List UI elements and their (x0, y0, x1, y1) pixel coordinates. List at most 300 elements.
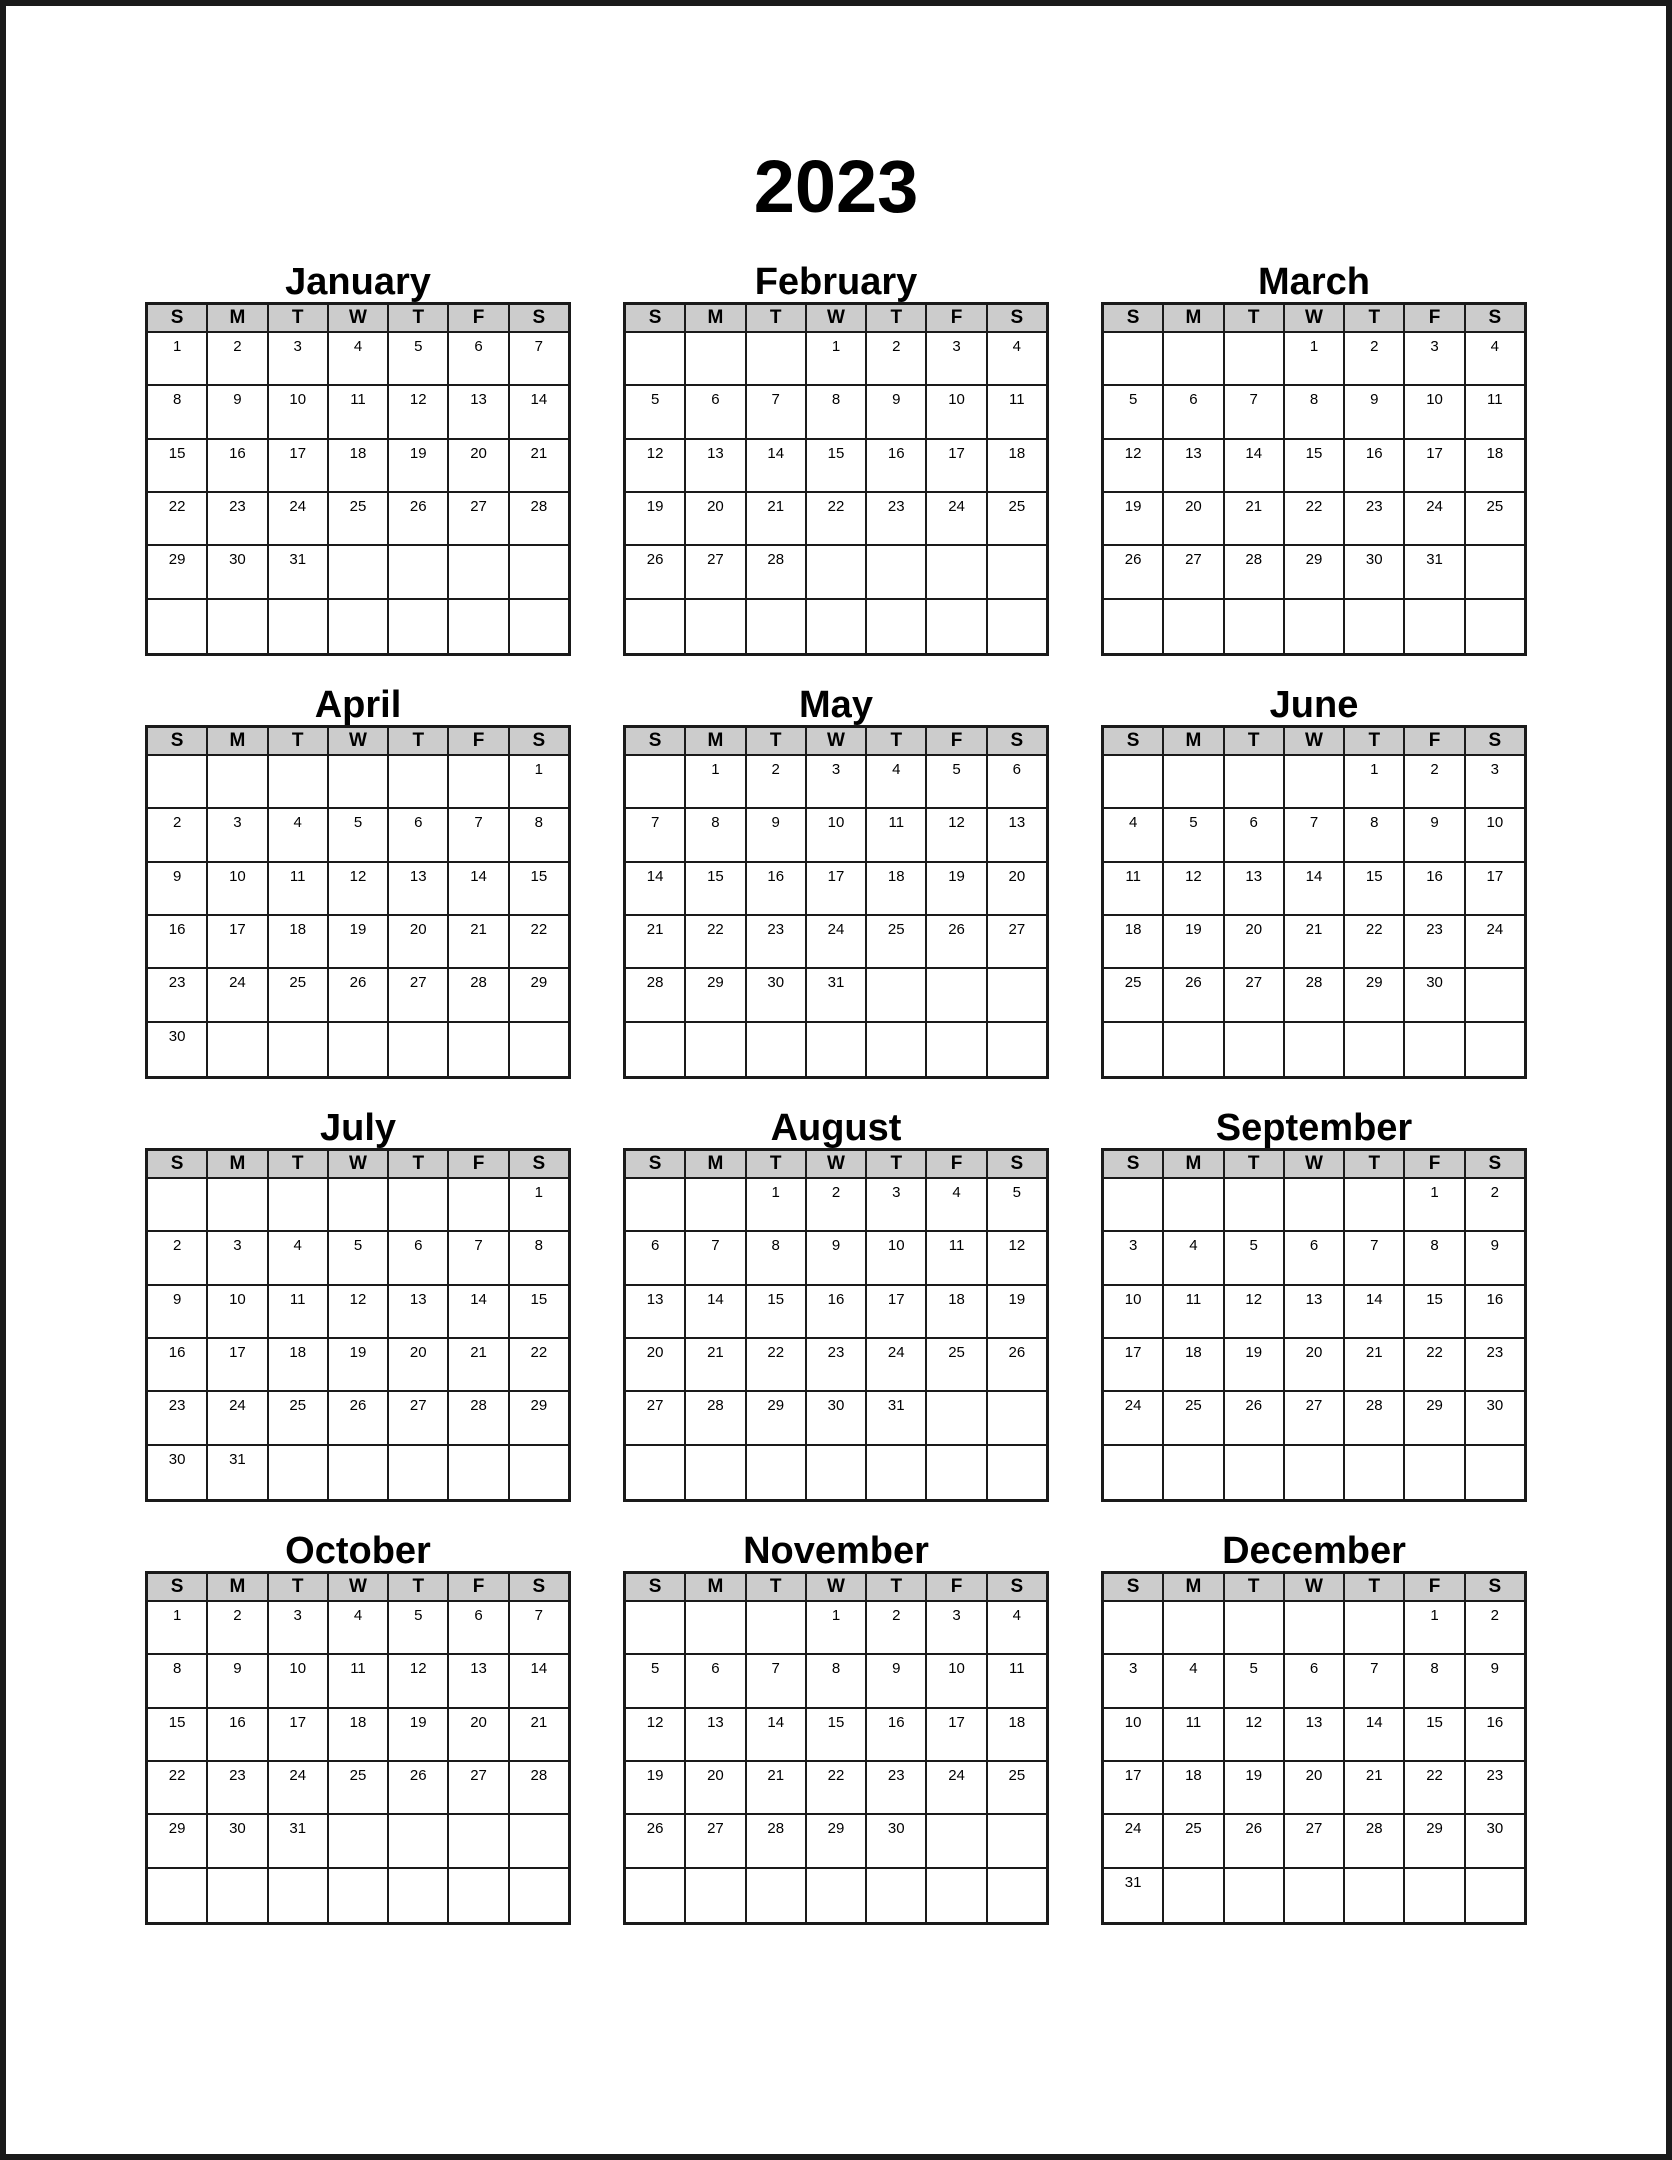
day-cell[interactable] (626, 1023, 686, 1076)
day-cell[interactable] (1345, 1179, 1405, 1230)
day-cell[interactable]: 3 (807, 756, 867, 807)
day-cell[interactable] (1345, 1602, 1405, 1653)
day-cell[interactable] (626, 1602, 686, 1653)
day-cell[interactable]: 27 (1008, 920, 1026, 938)
day-cell[interactable]: 17 (867, 1286, 927, 1337)
day-cell[interactable]: 30 (747, 969, 807, 1020)
day-cell[interactable]: 20 (1285, 1762, 1345, 1813)
day-cell[interactable]: 26 (1104, 546, 1164, 597)
day-cell[interactable] (1285, 1869, 1345, 1922)
day-cell[interactable]: 19 (389, 1709, 449, 1760)
day-cell[interactable]: 11 (269, 863, 329, 914)
day-cell[interactable]: 10 (1486, 814, 1504, 832)
day-cell[interactable]: 18 (1008, 444, 1026, 462)
day-cell[interactable]: 16 (747, 863, 807, 914)
day-cell[interactable]: 16 (807, 1286, 867, 1337)
day-cell[interactable]: 11 (1104, 863, 1164, 914)
day-cell[interactable] (449, 756, 509, 807)
day-cell[interactable]: 3 (927, 1602, 987, 1653)
day-cell[interactable]: 3 (269, 1602, 329, 1653)
day-cell[interactable]: 11 (1164, 1709, 1224, 1760)
day-cell[interactable]: 26 (389, 493, 449, 544)
day-cell[interactable] (1285, 1179, 1345, 1230)
day-cell[interactable]: 28 (449, 969, 509, 1020)
day-cell[interactable]: 4 (269, 809, 329, 860)
day-cell[interactable]: 28 (747, 1815, 807, 1866)
day-cell[interactable] (927, 1023, 987, 1076)
day-cell[interactable]: 17 (1104, 1762, 1164, 1813)
day-cell[interactable]: 1 (807, 333, 867, 384)
day-cell[interactable]: 2 (1490, 1184, 1499, 1201)
day-cell[interactable]: 19 (329, 916, 389, 967)
day-cell[interactable] (1225, 1446, 1285, 1499)
day-cell[interactable]: 27 (1285, 1392, 1345, 1443)
day-cell[interactable] (927, 600, 987, 653)
day-cell[interactable]: 24 (867, 1339, 927, 1390)
day-cell[interactable]: 28 (686, 1392, 746, 1443)
day-cell[interactable]: 10 (208, 1286, 268, 1337)
day-cell[interactable]: 21 (1345, 1762, 1405, 1813)
day-cell[interactable] (1164, 1869, 1224, 1922)
day-cell[interactable] (927, 1392, 987, 1443)
day-cell[interactable]: 12 (329, 863, 389, 914)
day-cell[interactable]: 2 (208, 1602, 268, 1653)
day-cell[interactable]: 15 (530, 867, 548, 885)
day-cell[interactable]: 31 (807, 969, 867, 1020)
day-cell[interactable]: 8 (747, 1232, 807, 1283)
day-cell[interactable]: 18 (1104, 916, 1164, 967)
day-cell[interactable]: 28 (1345, 1815, 1405, 1866)
day-cell[interactable]: 18 (1164, 1762, 1224, 1813)
day-cell[interactable]: 15 (807, 440, 867, 491)
day-cell[interactable] (269, 1023, 329, 1076)
day-cell[interactable]: 14 (449, 1286, 509, 1337)
day-cell[interactable]: 26 (626, 546, 686, 597)
day-cell[interactable]: 27 (626, 1392, 686, 1443)
day-cell[interactable]: 27 (1225, 969, 1285, 1020)
day-cell[interactable]: 5 (927, 756, 987, 807)
day-cell[interactable]: 27 (1164, 546, 1224, 597)
day-cell[interactable]: 30 (208, 546, 268, 597)
day-cell[interactable] (510, 1815, 568, 1866)
day-cell[interactable]: 18 (1008, 1713, 1026, 1731)
day-cell[interactable] (1104, 1179, 1164, 1230)
day-cell[interactable] (389, 1446, 449, 1499)
day-cell[interactable]: 30 (148, 1023, 208, 1076)
day-cell[interactable]: 31 (208, 1446, 268, 1499)
day-cell[interactable]: 1 (686, 756, 746, 807)
day-cell[interactable] (1405, 1869, 1465, 1922)
day-cell[interactable]: 23 (1486, 1766, 1504, 1784)
day-cell[interactable]: 15 (686, 863, 746, 914)
day-cell[interactable] (747, 1602, 807, 1653)
day-cell[interactable] (686, 600, 746, 653)
day-cell[interactable] (208, 1869, 268, 1922)
day-cell[interactable]: 30 (1486, 1820, 1504, 1838)
day-cell[interactable]: 30 (1486, 1397, 1504, 1415)
day-cell[interactable] (927, 969, 987, 1020)
day-cell[interactable]: 20 (389, 1339, 449, 1390)
day-cell[interactable] (867, 969, 927, 1020)
day-cell[interactable]: 7 (449, 1232, 509, 1283)
day-cell[interactable]: 16 (1486, 1290, 1504, 1308)
day-cell[interactable]: 24 (927, 493, 987, 544)
day-cell[interactable] (1104, 600, 1164, 653)
day-cell[interactable]: 25 (1008, 1766, 1026, 1784)
day-cell[interactable]: 7 (1345, 1232, 1405, 1283)
day-cell[interactable]: 7 (1345, 1655, 1405, 1706)
day-cell[interactable]: 18 (269, 916, 329, 967)
day-cell[interactable] (807, 600, 867, 653)
day-cell[interactable] (389, 756, 449, 807)
day-cell[interactable] (389, 600, 449, 653)
day-cell[interactable]: 3 (1405, 333, 1465, 384)
day-cell[interactable] (1104, 756, 1164, 807)
day-cell[interactable] (1164, 756, 1224, 807)
day-cell[interactable]: 9 (867, 1655, 927, 1706)
day-cell[interactable] (510, 1023, 568, 1076)
day-cell[interactable]: 1 (148, 1602, 208, 1653)
day-cell[interactable]: 20 (686, 1762, 746, 1813)
day-cell[interactable] (510, 1869, 568, 1922)
day-cell[interactable]: 13 (449, 386, 509, 437)
day-cell[interactable]: 10 (927, 1655, 987, 1706)
day-cell[interactable]: 28 (530, 1766, 548, 1784)
day-cell[interactable]: 28 (530, 497, 548, 515)
day-cell[interactable]: 17 (1104, 1339, 1164, 1390)
day-cell[interactable]: 5 (1104, 386, 1164, 437)
day-cell[interactable]: 8 (1285, 386, 1345, 437)
day-cell[interactable]: 9 (1405, 809, 1465, 860)
day-cell[interactable] (1104, 333, 1164, 384)
day-cell[interactable]: 2 (807, 1179, 867, 1230)
day-cell[interactable]: 20 (686, 493, 746, 544)
day-cell[interactable]: 5 (1012, 1184, 1021, 1201)
day-cell[interactable]: 21 (530, 1713, 548, 1731)
day-cell[interactable] (329, 1446, 389, 1499)
day-cell[interactable]: 17 (1405, 440, 1465, 491)
day-cell[interactable]: 6 (686, 1655, 746, 1706)
day-cell[interactable]: 29 (686, 969, 746, 1020)
day-cell[interactable]: 14 (530, 391, 548, 409)
day-cell[interactable]: 16 (208, 1709, 268, 1760)
day-cell[interactable]: 9 (867, 386, 927, 437)
day-cell[interactable]: 3 (867, 1179, 927, 1230)
day-cell[interactable]: 1 (1285, 333, 1345, 384)
day-cell[interactable]: 13 (1285, 1709, 1345, 1760)
day-cell[interactable] (389, 1023, 449, 1076)
day-cell[interactable] (626, 600, 686, 653)
day-cell[interactable]: 15 (148, 1709, 208, 1760)
day-cell[interactable]: 11 (329, 1655, 389, 1706)
day-cell[interactable]: 15 (1405, 1286, 1465, 1337)
day-cell[interactable]: 13 (389, 863, 449, 914)
day-cell[interactable]: 12 (1104, 440, 1164, 491)
day-cell[interactable]: 29 (1345, 969, 1405, 1020)
day-cell[interactable] (269, 1179, 329, 1230)
day-cell[interactable]: 12 (626, 1709, 686, 1760)
day-cell[interactable]: 23 (1486, 1343, 1504, 1361)
day-cell[interactable] (1285, 1023, 1345, 1076)
day-cell[interactable]: 28 (626, 969, 686, 1020)
day-cell[interactable]: 24 (208, 969, 268, 1020)
day-cell[interactable] (449, 1869, 509, 1922)
day-cell[interactable]: 7 (534, 338, 543, 355)
day-cell[interactable]: 8 (807, 1655, 867, 1706)
day-cell[interactable]: 18 (927, 1286, 987, 1337)
day-cell[interactable]: 15 (1345, 863, 1405, 914)
day-cell[interactable]: 12 (1225, 1286, 1285, 1337)
day-cell[interactable]: 20 (1164, 493, 1224, 544)
day-cell[interactable]: 21 (747, 1762, 807, 1813)
day-cell[interactable]: 19 (1008, 1290, 1026, 1308)
day-cell[interactable]: 23 (208, 493, 268, 544)
day-cell[interactable] (1405, 600, 1465, 653)
day-cell[interactable]: 17 (208, 1339, 268, 1390)
day-cell[interactable]: 22 (1405, 1762, 1465, 1813)
day-cell[interactable]: 26 (329, 969, 389, 1020)
day-cell[interactable]: 28 (1345, 1392, 1405, 1443)
day-cell[interactable] (626, 1869, 686, 1922)
day-cell[interactable]: 3 (1104, 1232, 1164, 1283)
day-cell[interactable]: 16 (1345, 440, 1405, 491)
day-cell[interactable]: 18 (329, 1709, 389, 1760)
day-cell[interactable]: 4 (1012, 338, 1021, 355)
day-cell[interactable]: 4 (329, 333, 389, 384)
day-cell[interactable]: 2 (747, 756, 807, 807)
day-cell[interactable]: 6 (1285, 1232, 1345, 1283)
day-cell[interactable]: 11 (1487, 391, 1503, 409)
day-cell[interactable] (747, 333, 807, 384)
day-cell[interactable]: 8 (534, 814, 543, 832)
day-cell[interactable]: 20 (1225, 916, 1285, 967)
day-cell[interactable] (148, 600, 208, 653)
day-cell[interactable]: 12 (1164, 863, 1224, 914)
day-cell[interactable] (449, 600, 509, 653)
day-cell[interactable]: 8 (1405, 1655, 1465, 1706)
day-cell[interactable]: 21 (530, 444, 548, 462)
day-cell[interactable]: 25 (1164, 1815, 1224, 1866)
day-cell[interactable]: 13 (686, 1709, 746, 1760)
day-cell[interactable]: 1 (1345, 756, 1405, 807)
day-cell[interactable]: 18 (329, 440, 389, 491)
day-cell[interactable] (389, 1869, 449, 1922)
day-cell[interactable]: 23 (208, 1762, 268, 1813)
day-cell[interactable]: 24 (1486, 920, 1504, 938)
day-cell[interactable]: 3 (1490, 761, 1499, 778)
day-cell[interactable]: 11 (867, 809, 927, 860)
day-cell[interactable]: 7 (686, 1232, 746, 1283)
day-cell[interactable] (747, 1869, 807, 1922)
day-cell[interactable]: 9 (1345, 386, 1405, 437)
day-cell[interactable]: 21 (686, 1339, 746, 1390)
day-cell[interactable]: 9 (208, 1655, 268, 1706)
day-cell[interactable]: 9 (208, 386, 268, 437)
day-cell[interactable]: 17 (927, 440, 987, 491)
day-cell[interactable]: 4 (1490, 338, 1499, 355)
day-cell[interactable]: 10 (927, 386, 987, 437)
day-cell[interactable]: 30 (208, 1815, 268, 1866)
day-cell[interactable]: 1 (148, 333, 208, 384)
day-cell[interactable]: 6 (686, 386, 746, 437)
day-cell[interactable] (686, 1179, 746, 1230)
day-cell[interactable] (1225, 1023, 1285, 1076)
day-cell[interactable]: 3 (927, 333, 987, 384)
day-cell[interactable]: 31 (1405, 546, 1465, 597)
day-cell[interactable] (449, 546, 509, 597)
day-cell[interactable]: 20 (449, 440, 509, 491)
day-cell[interactable]: 2 (148, 809, 208, 860)
day-cell[interactable]: 31 (269, 1815, 329, 1866)
day-cell[interactable] (329, 1023, 389, 1076)
day-cell[interactable]: 23 (807, 1339, 867, 1390)
day-cell[interactable]: 26 (389, 1762, 449, 1813)
day-cell[interactable]: 27 (389, 1392, 449, 1443)
day-cell[interactable]: 21 (626, 916, 686, 967)
day-cell[interactable]: 3 (208, 1232, 268, 1283)
day-cell[interactable] (329, 756, 389, 807)
day-cell[interactable]: 22 (747, 1339, 807, 1390)
day-cell[interactable] (1466, 1446, 1524, 1499)
day-cell[interactable]: 10 (269, 1655, 329, 1706)
day-cell[interactable]: 7 (1285, 809, 1345, 860)
day-cell[interactable]: 21 (1225, 493, 1285, 544)
day-cell[interactable]: 13 (449, 1655, 509, 1706)
day-cell[interactable] (329, 600, 389, 653)
day-cell[interactable] (626, 1446, 686, 1499)
day-cell[interactable]: 11 (269, 1286, 329, 1337)
day-cell[interactable]: 6 (449, 333, 509, 384)
day-cell[interactable]: 31 (1104, 1869, 1164, 1922)
day-cell[interactable] (867, 1446, 927, 1499)
day-cell[interactable]: 1 (534, 761, 543, 778)
day-cell[interactable]: 29 (807, 1815, 867, 1866)
day-cell[interactable]: 23 (1405, 916, 1465, 967)
day-cell[interactable] (988, 546, 1046, 597)
day-cell[interactable] (927, 1869, 987, 1922)
day-cell[interactable]: 1 (807, 1602, 867, 1653)
day-cell[interactable]: 3 (208, 809, 268, 860)
day-cell[interactable]: 28 (747, 546, 807, 597)
day-cell[interactable] (927, 1815, 987, 1866)
day-cell[interactable] (1225, 1602, 1285, 1653)
day-cell[interactable] (1466, 1023, 1524, 1076)
day-cell[interactable] (1164, 333, 1224, 384)
day-cell[interactable] (208, 756, 268, 807)
day-cell[interactable]: 4 (1164, 1232, 1224, 1283)
day-cell[interactable] (1225, 1869, 1285, 1922)
day-cell[interactable]: 12 (927, 809, 987, 860)
day-cell[interactable]: 29 (1405, 1815, 1465, 1866)
day-cell[interactable] (1225, 756, 1285, 807)
day-cell[interactable]: 1 (747, 1179, 807, 1230)
day-cell[interactable]: 12 (1008, 1237, 1026, 1255)
day-cell[interactable]: 25 (269, 969, 329, 1020)
day-cell[interactable] (269, 1446, 329, 1499)
day-cell[interactable]: 10 (807, 809, 867, 860)
day-cell[interactable]: 20 (626, 1339, 686, 1390)
day-cell[interactable]: 15 (148, 440, 208, 491)
day-cell[interactable]: 31 (269, 546, 329, 597)
day-cell[interactable]: 19 (1164, 916, 1224, 967)
day-cell[interactable]: 19 (626, 1762, 686, 1813)
day-cell[interactable]: 19 (329, 1339, 389, 1390)
day-cell[interactable]: 19 (1225, 1339, 1285, 1390)
day-cell[interactable] (389, 1179, 449, 1230)
day-cell[interactable]: 19 (626, 493, 686, 544)
day-cell[interactable]: 14 (530, 1660, 548, 1678)
day-cell[interactable]: 16 (148, 916, 208, 967)
day-cell[interactable]: 2 (1345, 333, 1405, 384)
day-cell[interactable]: 5 (329, 1232, 389, 1283)
day-cell[interactable]: 14 (449, 863, 509, 914)
day-cell[interactable] (329, 1869, 389, 1922)
day-cell[interactable]: 5 (389, 1602, 449, 1653)
day-cell[interactable] (1164, 1179, 1224, 1230)
day-cell[interactable] (148, 1869, 208, 1922)
day-cell[interactable]: 11 (1009, 1660, 1025, 1678)
day-cell[interactable] (1104, 1602, 1164, 1653)
day-cell[interactable]: 25 (329, 493, 389, 544)
day-cell[interactable] (1104, 1023, 1164, 1076)
day-cell[interactable]: 22 (1405, 1339, 1465, 1390)
day-cell[interactable]: 22 (686, 916, 746, 967)
day-cell[interactable]: 24 (807, 916, 867, 967)
day-cell[interactable]: 24 (1104, 1815, 1164, 1866)
day-cell[interactable] (927, 546, 987, 597)
day-cell[interactable]: 26 (1225, 1815, 1285, 1866)
day-cell[interactable] (1345, 1869, 1405, 1922)
day-cell[interactable] (449, 1023, 509, 1076)
day-cell[interactable]: 13 (1008, 814, 1026, 832)
day-cell[interactable]: 20 (389, 916, 449, 967)
day-cell[interactable]: 20 (1008, 867, 1026, 885)
day-cell[interactable]: 24 (269, 493, 329, 544)
day-cell[interactable] (626, 756, 686, 807)
day-cell[interactable]: 18 (1164, 1339, 1224, 1390)
day-cell[interactable]: 25 (867, 916, 927, 967)
day-cell[interactable]: 8 (1405, 1232, 1465, 1283)
day-cell[interactable]: 23 (148, 969, 208, 1020)
day-cell[interactable] (510, 1446, 568, 1499)
day-cell[interactable] (1164, 600, 1224, 653)
day-cell[interactable] (208, 600, 268, 653)
day-cell[interactable] (1164, 1602, 1224, 1653)
day-cell[interactable]: 23 (867, 493, 927, 544)
day-cell[interactable]: 20 (1285, 1339, 1345, 1390)
day-cell[interactable]: 9 (148, 1286, 208, 1337)
day-cell[interactable] (148, 756, 208, 807)
day-cell[interactable]: 1 (1405, 1602, 1465, 1653)
day-cell[interactable]: 4 (1164, 1655, 1224, 1706)
day-cell[interactable]: 19 (1104, 493, 1164, 544)
day-cell[interactable] (988, 600, 1046, 653)
day-cell[interactable]: 5 (1225, 1232, 1285, 1283)
day-cell[interactable]: 2 (148, 1232, 208, 1283)
day-cell[interactable]: 16 (1486, 1713, 1504, 1731)
day-cell[interactable] (927, 1446, 987, 1499)
day-cell[interactable]: 22 (530, 920, 548, 938)
day-cell[interactable]: 16 (148, 1339, 208, 1390)
day-cell[interactable]: 7 (747, 386, 807, 437)
day-cell[interactable] (686, 1023, 746, 1076)
day-cell[interactable]: 5 (389, 333, 449, 384)
day-cell[interactable]: 1 (1405, 1179, 1465, 1230)
day-cell[interactable]: 7 (1225, 386, 1285, 437)
day-cell[interactable] (1466, 600, 1524, 653)
day-cell[interactable]: 22 (1345, 916, 1405, 967)
day-cell[interactable] (329, 1179, 389, 1230)
